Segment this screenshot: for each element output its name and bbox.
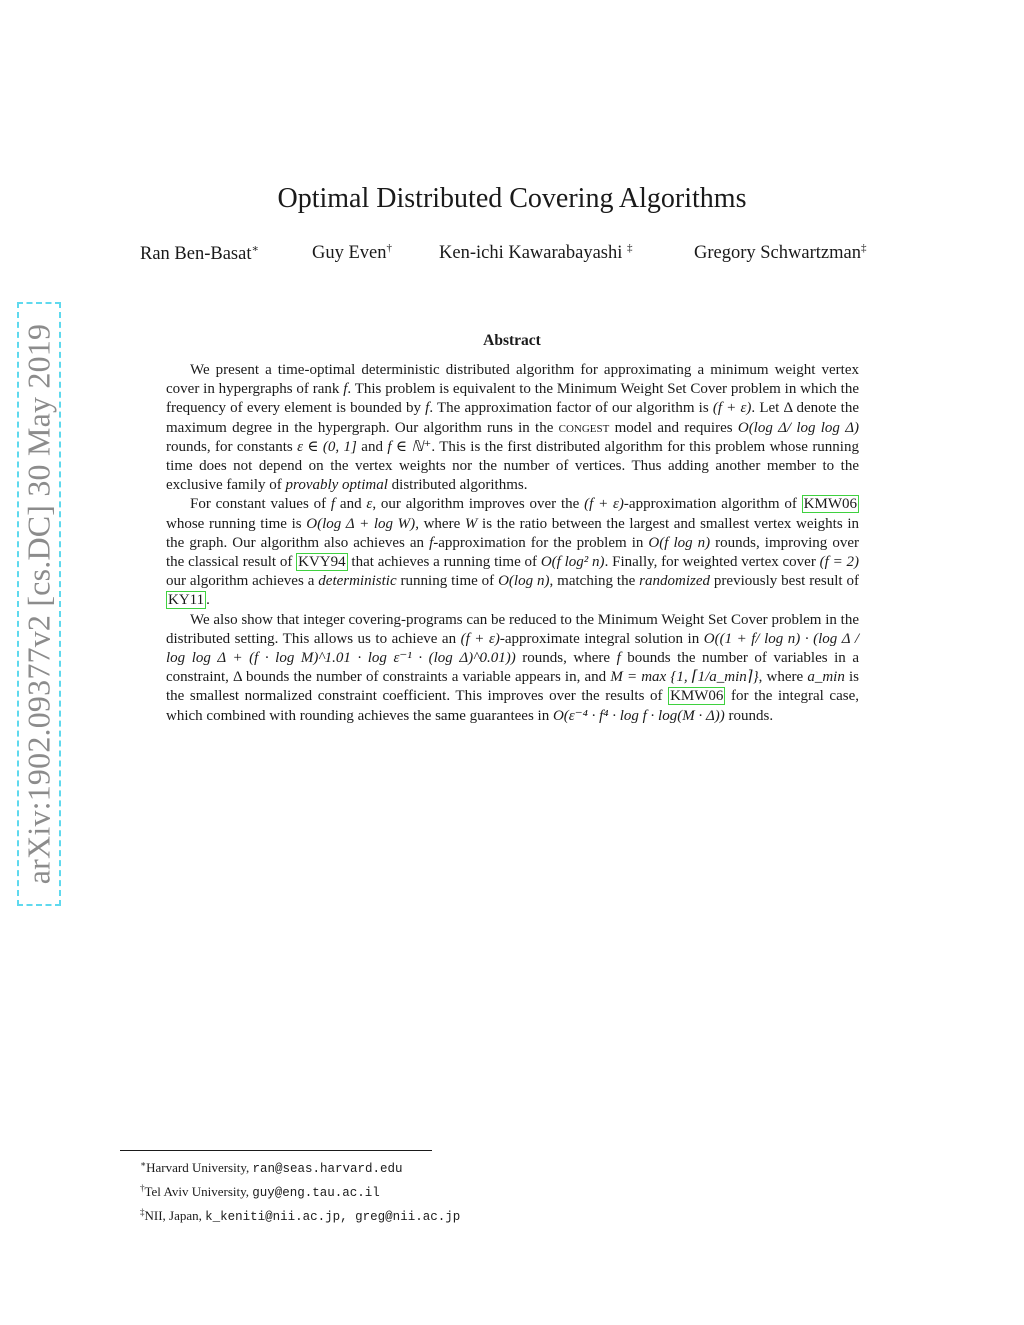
abstract-paragraph-1: We present a time-optimal deterministic distributed algorithm for approximating a minimum weight vertex cover in hypergraphs of rank f. This problem is equivalent to the Minimum Weight Set Cover problem in which the frequency of every element is bounded by f. The approximation factor of our algorithm is (f + ε). Let Δ denote the maximum degree in the hypergraph. Our algorithm runs in the congest model and requires O(log Δ/ log log Δ) rounds, for constants ε ∈ (0, 1] and f ∈ ℕ⁺. This is the first distributed algorithm for this problem whose running time does not depend on the vertex weights nor the number of vertices. Thus adding another member to the exclusive family of provably optimal distributed algorithms. — [166, 362, 859, 494]
abstract-paragraph-3: We also show that integer covering-programs can be reduced to the Minimum Weight Set Cover problem in the distributed setting. This allows us to achieve an (f + ε)-approximate integral solution in O((1 + f/ log n) · (log Δ / log log Δ + (f · log M)^1.01 · log ε⁻¹ · (log Δ)^0.01)) rounds, where f bounds the number of variables in a constraint, Δ bounds the number of constraints a variable appears in, and M = max {1, ⌈1/a_min⌉}, where a_min is the smallest normalized constraint coefficient. This improves over the results of KMW06 for the integral case, which combined with rounding achieves the same guarantees in O(ε⁻⁴ · f⁴ · log f · log(M · Δ)) rounds. — [166, 611, 860, 724]
author-name: Ran Ben-Basat — [140, 244, 252, 264]
citation-link-kmw06[interactable]: KMW06 — [803, 496, 857, 513]
paper-title: Optimal Distributed Covering Algorithms — [277, 183, 747, 214]
citation-link-ky11[interactable]: KY11 — [168, 592, 205, 609]
author-footnote-mark[interactable]: ‡ — [860, 242, 867, 254]
arxiv-identifier[interactable]: arXiv:1902.09377v2 [cs.DC] 30 May 2019 — [20, 323, 57, 885]
author-list — [140, 242, 900, 266]
citation-link-kmw06[interactable]: KMW06 — [670, 688, 724, 705]
author-footnote-mark[interactable]: ‡ — [627, 242, 633, 254]
author-name: Gregory Schwartzman — [694, 243, 861, 263]
footnote-nii: ‡NII, Japan, k_keniti@nii.ac.jp, greg@nii.ac.jp — [140, 1207, 461, 1224]
abstract-heading: Abstract — [483, 332, 541, 349]
abstract-body — [166, 361, 859, 726]
footnotes — [140, 1155, 740, 1227]
email-link[interactable]: ran@seas.harvard.edu — [252, 1162, 403, 1176]
author-footnote-mark[interactable]: † — [386, 242, 392, 254]
footnote-tel-aviv: †Tel Aviv University, guy@eng.tau.ac.il — [140, 1183, 380, 1200]
author-guy-even — [312, 242, 392, 264]
author-name: Guy Even — [312, 243, 387, 263]
abstract-paragraph-2: For constant values of f and ε, our algorithm improves over the (f + ε)-approximation algorithm of KMW06 whose running time is O(log Δ + log W), where W is the ratio between the largest and smallest vertex weights in the graph. Our algorithm also achieves an f-approximation for the problem in O(f log n) rounds, improving over the classical result of KVY94 that achieves a running time of O(f log² n). Finally, for weighted vertex cover (f = 2) our algorithm achieves a deterministic running time of O(log n), matching the randomized previously best result of KY11 . — [166, 496, 859, 609]
email-link[interactable]: k_keniti@nii.ac.jp, greg@nii.ac.jp — [205, 1210, 461, 1224]
author-footnote-mark[interactable]: ∗ — [251, 243, 259, 255]
author-gregory-schwartzman — [694, 242, 866, 264]
author-name: Ken-ichi Kawarabayashi — [439, 243, 627, 263]
integral-bound-formula: O((1 + f/ log n) · (log Δ / log log Δ + (f · log M)^1.01 · log ε⁻¹ · (log Δ)^0.01)) — [166, 630, 860, 667]
footnote-harvard: ∗Harvard University, ran@seas.harvard.edu — [140, 1159, 403, 1176]
citation-link-kvy94[interactable]: KVY94 — [298, 554, 346, 571]
congest-model-name: congest — [558, 419, 610, 436]
email-link[interactable]: guy@eng.tau.ac.il — [252, 1186, 380, 1200]
author-ran-ben-basat — [140, 242, 259, 265]
footnote-divider — [120, 1150, 432, 1151]
author-ken-ichi-kawarabayashi — [439, 242, 633, 264]
arxiv-sidebar-stamp — [17, 302, 61, 906]
